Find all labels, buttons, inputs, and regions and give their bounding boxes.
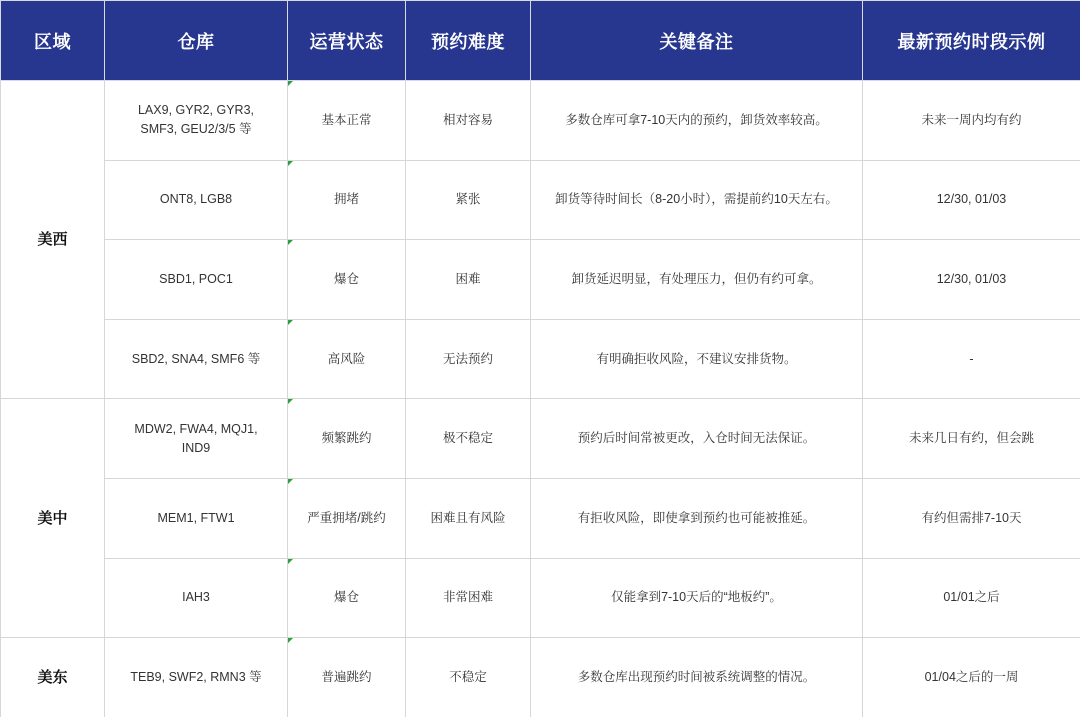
comment-marker-icon <box>288 161 293 166</box>
difficulty-cell: 无法预约 <box>406 319 531 399</box>
column-header-warehouse: 仓库 <box>105 1 288 81</box>
status-text: 爆仓 <box>333 271 359 286</box>
warehouse-cell: IAH3 <box>105 558 288 638</box>
status-cell <box>288 160 406 240</box>
note-cell: 多数仓库出现预约时间被系统调整的情况。 <box>531 638 863 717</box>
status-cell <box>288 240 406 320</box>
region-cell: 美西 <box>1 81 105 399</box>
example-cell: 未来一周内均有约 <box>863 81 1080 161</box>
table-header <box>1 1 1080 81</box>
warehouse-cell: MDW2, FWA4, MQJ1, IND9 <box>105 399 288 479</box>
difficulty-cell: 紧张 <box>406 160 531 240</box>
example-cell: 未来几日有约，但会跳 <box>863 399 1080 479</box>
column-header-status: 运营状态 <box>288 1 406 81</box>
status-cell <box>288 81 406 161</box>
table-row <box>1 558 1080 638</box>
warehouse-cell: TEB9, SWF2, RMN3 等 <box>105 638 288 717</box>
table-row <box>1 81 1080 161</box>
note-cell: 有明确拒收风险，不建议安排货物。 <box>531 319 863 399</box>
region-cell: 美东 <box>1 638 105 717</box>
status-text: 基本正常 <box>321 112 372 127</box>
table-row <box>1 319 1080 399</box>
note-cell: 仅能拿到7-10天后的“地板约”。 <box>531 558 863 638</box>
difficulty-cell: 不稳定 <box>406 638 531 717</box>
warehouse-cell: MEM1, FTW1 <box>105 478 288 558</box>
column-header-example: 最新预约时段示例 <box>863 1 1080 81</box>
comment-marker-icon <box>288 81 293 86</box>
table-row <box>1 478 1080 558</box>
status-cell <box>288 399 406 479</box>
note-cell: 多数仓库可拿7-10天内的预约，卸货效率较高。 <box>531 81 863 161</box>
table-header-row <box>1 1 1080 81</box>
table-row <box>1 638 1080 717</box>
example-cell: 12/30, 01/03 <box>863 240 1080 320</box>
status-text: 严重拥堵/跳约 <box>307 510 386 525</box>
status-cell <box>288 478 406 558</box>
warehouse-cell: SBD2, SNA4, SMF6 等 <box>105 319 288 399</box>
difficulty-cell: 非常困难 <box>406 558 531 638</box>
comment-marker-icon <box>288 638 293 643</box>
example-cell: - <box>863 319 1080 399</box>
status-cell <box>288 638 406 717</box>
note-cell: 卸货延迟明显，有处理压力，但仍有约可拿。 <box>531 240 863 320</box>
note-cell: 预约后时间常被更改，入仓时间无法保证。 <box>531 399 863 479</box>
difficulty-cell: 困难 <box>406 240 531 320</box>
status-cell <box>288 319 406 399</box>
status-text: 爆仓 <box>333 590 359 605</box>
region-cell: 美中 <box>1 399 105 638</box>
difficulty-cell: 困难且有风险 <box>406 478 531 558</box>
warehouse-cell: ONT8, LGB8 <box>105 160 288 240</box>
comment-marker-icon <box>288 320 293 325</box>
column-header-region: 区域 <box>1 1 105 81</box>
example-cell: 有约但需排7-10天 <box>863 478 1080 558</box>
note-cell: 有拒收风险，即使拿到预约也可能被推延。 <box>531 478 863 558</box>
comment-marker-icon <box>288 479 293 484</box>
note-cell: 卸货等待时间长（8-20小时），需提前约10天左右。 <box>531 160 863 240</box>
status-cell <box>288 558 406 638</box>
table-row <box>1 160 1080 240</box>
table-row <box>1 399 1080 479</box>
table-body <box>1 81 1080 717</box>
column-header-difficulty: 预约难度 <box>406 1 531 81</box>
warehouse-cell: SBD1, POC1 <box>105 240 288 320</box>
column-header-note: 关键备注 <box>531 1 863 81</box>
difficulty-cell: 极不稳定 <box>406 399 531 479</box>
warehouse-cell: LAX9, GYR2, GYR3, SMF3, GEU2/3/5 等 <box>105 81 288 161</box>
table-row <box>1 240 1080 320</box>
status-text: 频繁跳约 <box>321 431 372 446</box>
comment-marker-icon <box>288 240 293 245</box>
example-cell: 12/30, 01/03 <box>863 160 1080 240</box>
difficulty-cell: 相对容易 <box>406 81 531 161</box>
example-cell: 01/01之后 <box>863 558 1080 638</box>
status-text: 拥堵 <box>333 192 359 207</box>
comment-marker-icon <box>288 559 293 564</box>
status-text: 普遍跳约 <box>321 669 372 684</box>
comment-marker-icon <box>288 399 293 404</box>
status-text: 高风险 <box>327 351 366 366</box>
example-cell: 01/04之后的一周 <box>863 638 1080 717</box>
